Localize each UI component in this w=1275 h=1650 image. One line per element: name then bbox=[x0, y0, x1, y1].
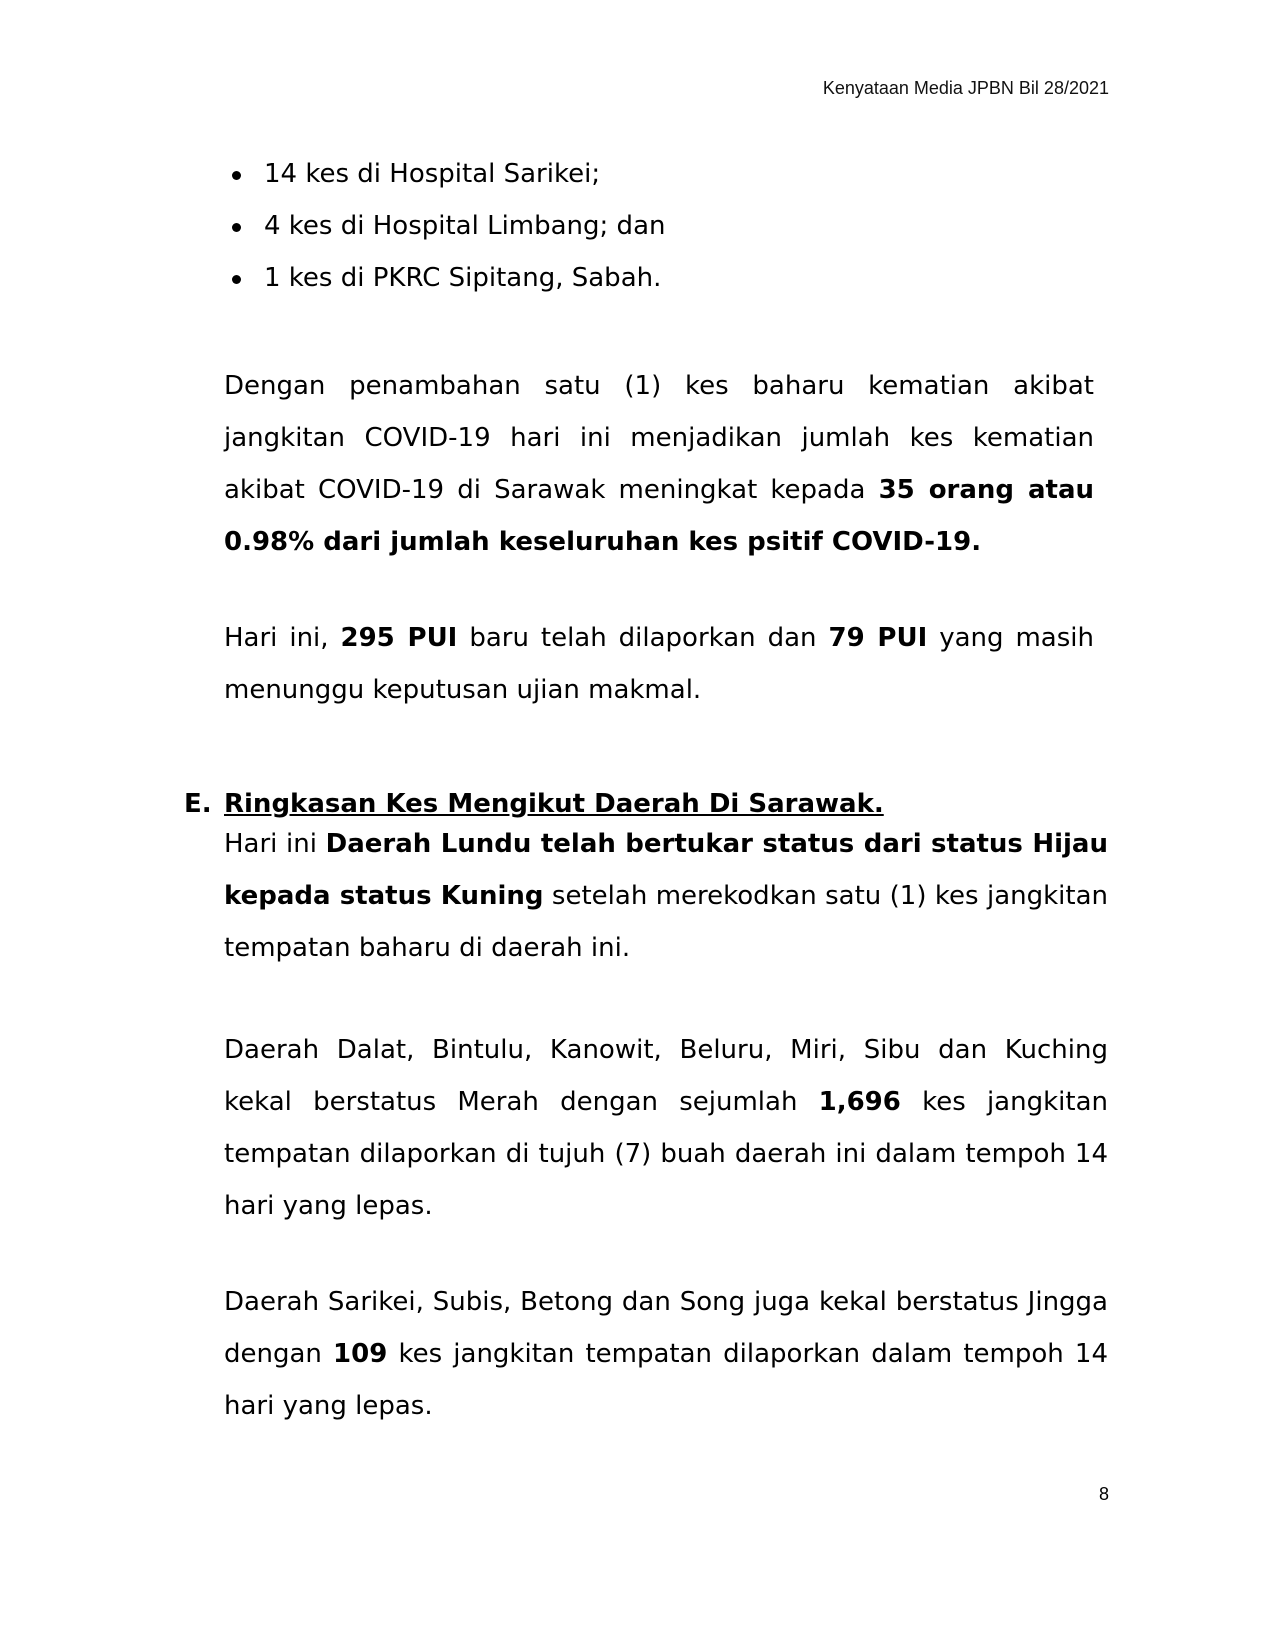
deaths-paragraph bbox=[224, 360, 1094, 568]
bullet-icon bbox=[232, 171, 241, 180]
lundu-status-bold: Daerah Lundu telah bertukar status dari status Hijau kepada status Kuning bbox=[224, 829, 1108, 911]
list-item bbox=[228, 148, 665, 200]
section-heading bbox=[184, 786, 884, 822]
page-number: 8 bbox=[1098, 1484, 1109, 1504]
document-header: Kenyataan Media JPBN Bil 28/2021 bbox=[822, 78, 1109, 98]
hospital-case-list bbox=[228, 148, 665, 304]
pui-text-1: Hari ini, bbox=[224, 623, 341, 653]
pui-paragraph bbox=[224, 612, 1094, 716]
bullet-icon bbox=[232, 223, 241, 232]
pui-pending-count: 79 PUI bbox=[828, 623, 928, 653]
bullet-icon bbox=[232, 275, 241, 284]
section-letter: E. bbox=[184, 789, 212, 819]
lundu-text-2: setelah merekodkan satu (1) kes jangkitan tempatan baharu di daerah ini. bbox=[224, 881, 1108, 963]
lundu-paragraph bbox=[224, 818, 1108, 974]
deaths-text: Dengan penambahan satu (1) kes baharu kematian akibat jangkitan COVID-19 hari ini menjadikan jumlah kes kematian akibat COVID-19 di Sarawak meningkat kepada bbox=[224, 371, 1094, 505]
pui-new-count: 295 PUI bbox=[340, 623, 458, 653]
red-zone-case-count: 1,696 bbox=[818, 1087, 901, 1117]
pui-text-3: yang masih menunggu keputusan ujian makmal. bbox=[224, 623, 1094, 705]
lundu-text-1: Hari ini bbox=[224, 829, 326, 859]
red-zone-paragraph bbox=[224, 1024, 1108, 1232]
orange-zone-paragraph bbox=[224, 1276, 1108, 1432]
section-title: Ringkasan Kes Mengikut Daerah Di Sarawak. bbox=[224, 789, 884, 819]
pui-text-2: baru telah dilaporkan dan bbox=[457, 623, 829, 653]
orange-zone-case-count: 109 bbox=[333, 1339, 388, 1369]
list-item-text: 4 kes di Hospital Limbang; dan bbox=[264, 211, 666, 241]
list-item bbox=[228, 252, 665, 304]
red-zone-text-1: Daerah Dalat, Bintulu, Kanowit, Beluru, Miri, Sibu dan Kuching kekal berstatus Merah dengan sejumlah bbox=[224, 1035, 1108, 1117]
list-item-text: 14 kes di Hospital Sarikei; bbox=[264, 159, 601, 189]
deaths-total-bold: 35 orang atau 0.98% dari jumlah keseluruhan kes psitif COVID-19. bbox=[224, 475, 1094, 557]
orange-zone-text-1: Daerah Sarikei, Subis, Betong dan Song juga kekal berstatus Jingga dengan bbox=[224, 1287, 1108, 1369]
red-zone-text-2: kes jangkitan tempatan dilaporkan di tujuh (7) buah daerah ini dalam tempoh 14 hari yang lepas. bbox=[224, 1087, 1108, 1221]
list-item bbox=[228, 200, 665, 252]
list-item-text: 1 kes di PKRC Sipitang, Sabah. bbox=[264, 263, 662, 293]
orange-zone-text-2: kes jangkitan tempatan dilaporkan dalam tempoh 14 hari yang lepas. bbox=[224, 1339, 1108, 1421]
